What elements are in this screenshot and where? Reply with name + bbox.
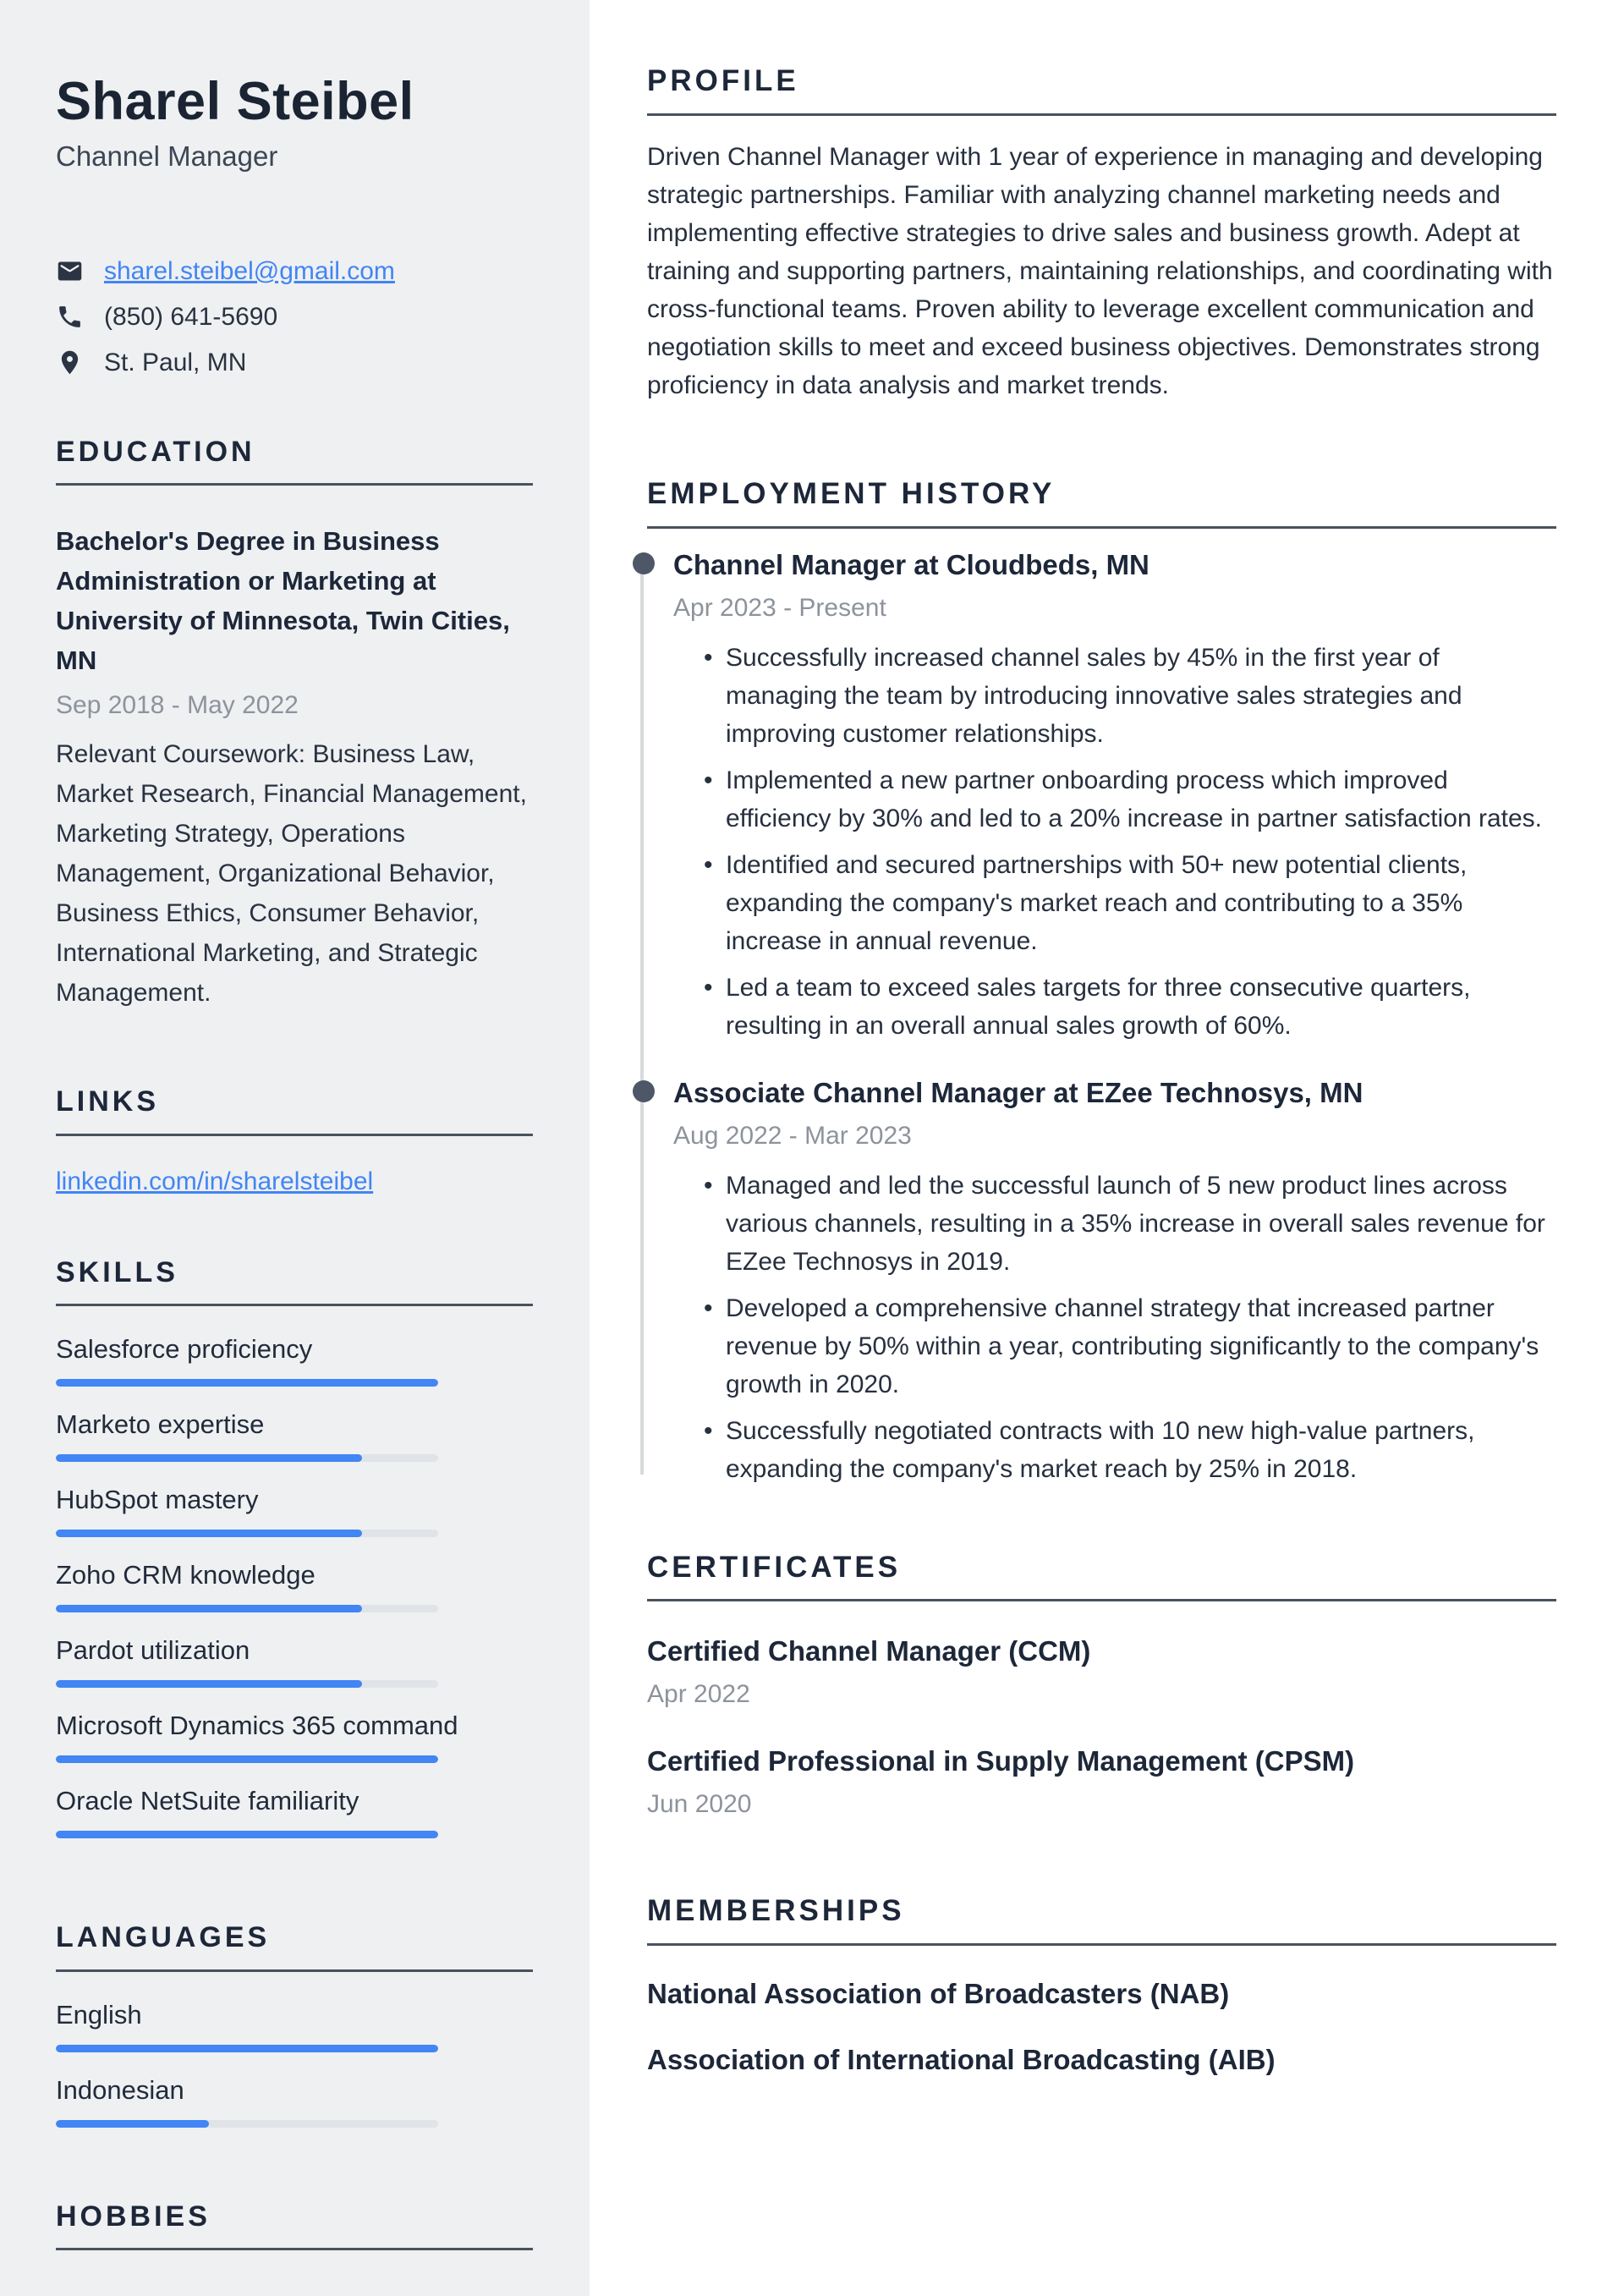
memberships-heading: MEMBERSHIPS xyxy=(647,1892,1556,1946)
language-meter-fill xyxy=(56,2120,209,2128)
skill-label: HubSpot mastery xyxy=(56,1485,259,1515)
job-bullet: • Identified and secured partnerships with 50+ new potential clients, expanding the company's market reach and contributing to a 35% increase in annual revenue. xyxy=(726,846,1556,960)
person-job-title: Channel Manager xyxy=(56,140,278,173)
certificate-item xyxy=(647,1634,1556,1711)
skills-heading: SKILLS xyxy=(56,1255,533,1307)
certificate-date: Apr 2022 xyxy=(647,1680,750,1709)
linkedin-link[interactable]: linkedin.com/in/sharelsteibel xyxy=(56,1167,374,1195)
job-title: Associate Channel Manager at EZee Technosys, MN xyxy=(673,1076,1363,1108)
language-meter-track xyxy=(56,2045,438,2052)
contact-email-row xyxy=(56,255,533,288)
hobbies-heading: HOBBIES xyxy=(56,2199,533,2251)
profile-text: Driven Channel Manager with 1 year of experience in managing and developing strategic partnerships. Familiar with analyzing channel marketing needs and implementing effective strategies to drive sales and business growth. Adept at training and supporting partners, maintaining relationships, and coordinating with cross-functional teams. Proven ability to leverage excellent communication and negotiation skills to meet and exceed business objectives. Demonstrates strong proficiency in data analysis and market trends. xyxy=(647,142,1553,399)
languages-heading: LANGUAGES xyxy=(56,1920,533,1972)
job-bullet: • Successfully increased channel sales by 45% in the first year of managing the team by introducing innovative sales strategies and improving customer relationships. xyxy=(726,639,1556,753)
timeline-dot-icon xyxy=(633,1080,655,1102)
skill-meter-fill xyxy=(56,1680,362,1688)
language-meter-track xyxy=(56,2120,438,2128)
skill-meter-fill xyxy=(56,1454,362,1462)
skill-meter-track xyxy=(56,1831,438,1838)
employment-heading: EMPLOYMENT HISTORY xyxy=(647,475,1556,529)
language-meter-fill xyxy=(56,2045,438,2052)
link-item xyxy=(56,1165,533,1199)
skill-item xyxy=(56,1711,533,1763)
skill-meter-track xyxy=(56,1605,438,1612)
job-title: Channel Manager at Cloudbeds, MN xyxy=(673,548,1149,580)
memberships-list xyxy=(647,1976,1556,2078)
skill-meter-fill xyxy=(56,1530,362,1537)
membership-item xyxy=(647,1976,1556,2012)
certificate-item xyxy=(647,1744,1556,1821)
languages-list xyxy=(56,2001,533,2128)
certificates-list xyxy=(647,1634,1556,1821)
job-bullet: • Managed and led the successful launch of 5 new product lines across various channels, resulting in a 35% increase in overall sales revenue for EZee Technosys in 2019. xyxy=(726,1167,1556,1281)
job-dates: Apr 2023 - Present xyxy=(673,593,886,622)
contact-location-row xyxy=(56,346,533,380)
education-section xyxy=(56,434,533,1013)
hobbies-section xyxy=(56,2199,533,2251)
contact-block xyxy=(56,255,533,380)
skill-meter-track xyxy=(56,1530,438,1537)
skill-label: Salesforce proficiency xyxy=(56,1334,313,1365)
language-label: English xyxy=(56,1999,142,2030)
email-link[interactable]: sharel.steibel@gmail.com xyxy=(104,256,395,285)
skill-meter-fill xyxy=(56,1755,438,1763)
skill-item xyxy=(56,1561,533,1612)
skill-meter-track xyxy=(56,1454,438,1462)
skill-meter-track xyxy=(56,1379,438,1387)
phone-icon xyxy=(56,303,84,331)
map-pin-icon xyxy=(56,349,84,376)
certificate-date: Jun 2020 xyxy=(647,1790,752,1819)
links-list xyxy=(56,1165,533,1199)
languages-section xyxy=(56,1920,533,2128)
certificates-heading: CERTIFICATES xyxy=(647,1549,1556,1602)
certificate-title: Certified Professional in Supply Management (CPSM) xyxy=(647,1745,1355,1777)
sidebar xyxy=(0,0,590,2296)
job-bullet: • Led a team to exceed sales targets for three consecutive quarters, resulting in an overall annual sales growth of 60%. xyxy=(726,969,1556,1045)
language-item xyxy=(56,2076,533,2128)
skill-item xyxy=(56,1410,533,1462)
memberships-section xyxy=(647,1892,1556,2078)
education-heading: EDUCATION xyxy=(56,434,533,486)
employment-section xyxy=(647,475,1556,1488)
main-column xyxy=(590,0,1624,2296)
membership-title: Association of International Broadcasting (AIB) xyxy=(647,2044,1276,2075)
job-entry xyxy=(673,1075,1556,1488)
mail-icon xyxy=(56,257,84,285)
skill-item xyxy=(56,1486,533,1537)
links-heading: LINKS xyxy=(56,1084,533,1136)
job-entry xyxy=(673,547,1556,1045)
job-bullet: • Developed a comprehensive channel strategy that increased partner revenue by 50% within a year, contributing significantly to the company's growth in 2020. xyxy=(726,1289,1556,1403)
timeline-dot-icon xyxy=(633,552,655,574)
skill-meter-fill xyxy=(56,1831,438,1838)
location-text: St. Paul, MN xyxy=(104,348,247,376)
job-bullet: • Successfully negotiated contracts with 10 new high-value partners, expanding the company's market reach by 25% in 2018. xyxy=(726,1412,1556,1488)
language-item xyxy=(56,2001,533,2052)
skill-label: Microsoft Dynamics 365 command xyxy=(56,1711,458,1741)
education-degree: Bachelor's Degree in Business Administration or Marketing at University of Minnesota, Twin Cities, MN xyxy=(56,526,510,676)
skill-item xyxy=(56,1335,533,1387)
skill-label: Pardot utilization xyxy=(56,1635,250,1666)
skill-label: Oracle NetSuite familiarity xyxy=(56,1786,359,1816)
contact-phone-row xyxy=(56,300,533,334)
job-bullet: • Implemented a new partner onboarding process which improved efficiency by 30% and led to a 20% increase in partner satisfaction rates. xyxy=(726,761,1556,838)
certificate-title: Certified Channel Manager (CCM) xyxy=(647,1635,1091,1667)
skill-item xyxy=(56,1636,533,1688)
skills-list xyxy=(56,1335,533,1838)
skill-label: Zoho CRM knowledge xyxy=(56,1560,315,1590)
job-dates: Aug 2022 - Mar 2023 xyxy=(673,1121,912,1150)
person-name: Sharel Steibel xyxy=(56,72,414,131)
employment-timeline xyxy=(647,547,1556,1488)
skill-meter-fill xyxy=(56,1379,438,1387)
links-section xyxy=(56,1084,533,1199)
certificates-section xyxy=(647,1549,1556,1822)
job-bullet-list xyxy=(673,1167,1556,1488)
membership-title: National Association of Broadcasters (NAB) xyxy=(647,1978,1230,2009)
profile-section xyxy=(647,63,1556,404)
profile-heading: PROFILE xyxy=(647,63,1556,116)
membership-item xyxy=(647,2042,1556,2078)
phone-number: (850) 641-5690 xyxy=(104,302,278,331)
skill-meter-track xyxy=(56,1755,438,1763)
skills-section xyxy=(56,1255,533,1839)
skill-meter-track xyxy=(56,1680,438,1688)
skill-meter-fill xyxy=(56,1605,362,1612)
job-bullet-list xyxy=(673,639,1556,1045)
education-dates: Sep 2018 - May 2022 xyxy=(56,691,299,720)
education-coursework: Relevant Coursework: Business Law, Market Research, Financial Management, Marketing Strategy, Operations Management, Organizational Behavior, Business Ethics, Consumer Behavior, International Marketing, and Strategic Management. xyxy=(56,740,527,1008)
language-label: Indonesian xyxy=(56,2074,184,2105)
skill-label: Marketo expertise xyxy=(56,1409,265,1440)
skill-item xyxy=(56,1787,533,1838)
